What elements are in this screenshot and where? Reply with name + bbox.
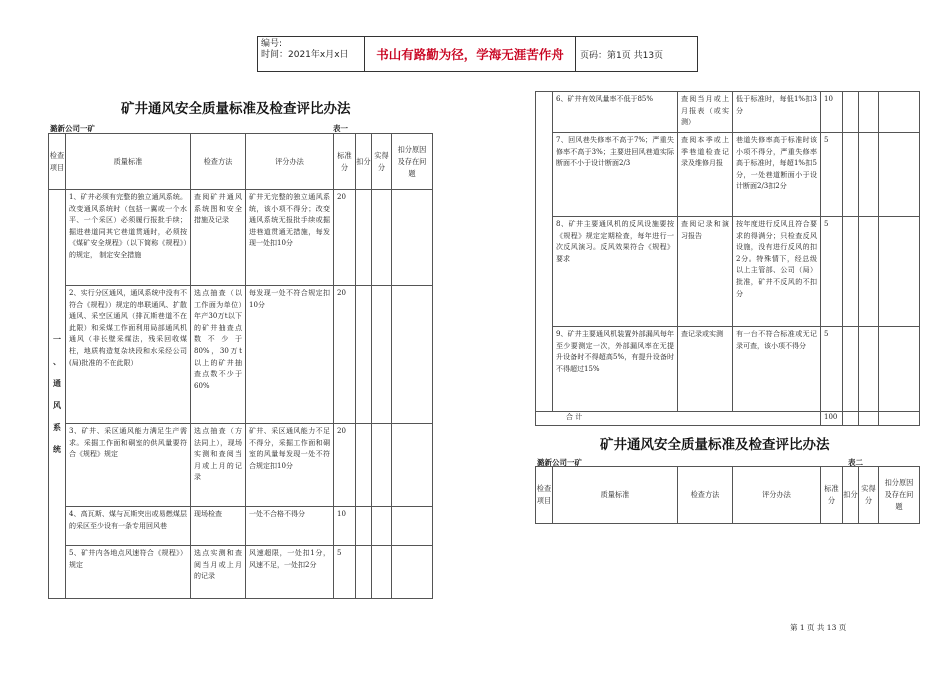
col-scoring-method: 评分办法 xyxy=(733,467,821,524)
row-actual xyxy=(859,133,879,217)
row-actual xyxy=(372,546,392,599)
row-score: 20 xyxy=(334,190,356,286)
row-reason xyxy=(879,133,920,217)
row-scoring: 一处不合格不得分 xyxy=(246,507,334,546)
row-deduction xyxy=(356,424,372,507)
col-standard-score: 标准分 xyxy=(334,134,356,190)
row-deduction xyxy=(843,133,859,217)
row-reason xyxy=(879,217,920,327)
row-method: 选点抽查（以工作面为单位）年产30万t以下的矿井抽查点数不少于80%，30万t以上的矿井抽查点数不少于60% xyxy=(191,286,246,424)
right-table-header xyxy=(536,467,920,524)
row-reason xyxy=(392,286,433,424)
right-table-no: 表二 xyxy=(848,458,863,467)
category-ventilation-system: 一 、 通 风 系 统 xyxy=(49,190,66,599)
row-score: 5 xyxy=(821,327,843,412)
col-deduction: 扣分 xyxy=(843,467,859,524)
row-scoring: 有一台不符合标准或无记录可查，该小项不得分 xyxy=(733,327,821,412)
row-method: 查阅本季或上季巷道检查记录及维修月报 xyxy=(678,133,733,217)
table-row xyxy=(49,190,433,286)
table-row xyxy=(536,217,920,327)
table-row xyxy=(536,133,920,217)
row-method: 查阅记录和演习报告 xyxy=(678,217,733,327)
page-footer: 第 1 页 共 13 页 xyxy=(790,623,847,632)
table-row xyxy=(49,546,433,599)
right-company: 潞新公司一矿 xyxy=(537,458,582,467)
table-row xyxy=(536,327,920,412)
col-actual-score: 实得分 xyxy=(859,467,879,524)
row-method: 查阅矿井通风系统图和安全措施及记录 xyxy=(191,190,246,286)
col-deduction: 扣分 xyxy=(356,134,372,190)
row-deduction xyxy=(843,217,859,327)
row-standard: 3、矿井、采区通风能力满足生产需求。采掘工作面和硐室的供风量要符合《规程》规定 xyxy=(66,424,191,507)
row-method: 现场检查 xyxy=(191,507,246,546)
total-row xyxy=(536,412,920,426)
row-deduction xyxy=(356,507,372,546)
row-standard: 1、矿井必须有完整的独立通风系统。改变通风系统时（包括一翼或一个水平、一个采区）必须履行报批手续；掘进巷道同其它巷道贯通时，必须按《煤矿安全规程》（以下简称《规程》）的规定， 制定安全措施 xyxy=(66,190,191,286)
left-company: 潞新公司一矿 xyxy=(50,124,95,133)
row-scoring: 每发现一处不符合规定扣10分 xyxy=(246,286,334,424)
row-deduction xyxy=(356,286,372,424)
header-meta xyxy=(258,37,365,71)
row-standard: 5、矿井内各地点风速符合《规程》）规定 xyxy=(66,546,191,599)
col-inspection-item: 检查项目 xyxy=(49,134,66,190)
col-scoring-method: 评分办法 xyxy=(246,134,334,190)
row-method: 选点抽查（方法同上），现场实测和查阅当月或上月的记录 xyxy=(191,424,246,507)
row-reason xyxy=(879,327,920,412)
row-scoring: 风速超限，一处扣1分，风速不足，一处扣2分 xyxy=(246,546,334,599)
row-standard: 7、回风巷失修率不高于7%；严重失修率不高于3%；主要进回风巷道实际断面不小于设计断面2/3 xyxy=(553,133,678,217)
row-standard: 2、实行分区通风，通风系统中没有不符合《规程》）规定的串联通风、扩散通风、采空区通风（排瓦斯巷道不在此限）和采煤工作面利用局部通风机通风（非长壁采煤法，残采回收煤柱，地质构造复杂块段和水采经公司(局)批准的不在此限） xyxy=(66,286,191,424)
row-score: 5 xyxy=(821,133,843,217)
table-row xyxy=(536,92,920,133)
row-actual xyxy=(859,92,879,133)
total-deduction xyxy=(843,412,859,426)
page-header xyxy=(257,36,698,72)
row-actual xyxy=(372,424,392,507)
row-reason xyxy=(879,92,920,133)
total-actual xyxy=(859,412,879,426)
right-table-two xyxy=(535,466,920,524)
header-page-info: 页码：第1页 共13页 xyxy=(580,50,664,61)
col-inspection-method: 检查方法 xyxy=(678,467,733,524)
col-deduction-reason: 扣分原因及存在问题 xyxy=(879,467,920,524)
row-scoring: 巷道失修率高于标准时该小项不得分，严重失修率高于标准时，每超1%扣5分，一处巷道断面小于设计断面2/3扣2分 xyxy=(733,133,821,217)
category-cell-empty xyxy=(536,92,553,412)
row-reason xyxy=(392,190,433,286)
row-score: 5 xyxy=(821,217,843,327)
row-scoring: 低于标准时，每低1%扣3分 xyxy=(733,92,821,133)
row-method: 查记录或实测 xyxy=(678,327,733,412)
total-score: 100 xyxy=(821,412,843,426)
row-deduction xyxy=(843,327,859,412)
total-label: 合 计 xyxy=(536,412,821,426)
row-actual xyxy=(372,286,392,424)
row-method: 查阅当月或上月报表（或实测） xyxy=(678,92,733,133)
table-row xyxy=(49,507,433,546)
row-method: 选点实测和查阅当月或上月的记录 xyxy=(191,546,246,599)
row-reason xyxy=(392,546,433,599)
col-standard-score: 标准分 xyxy=(821,467,843,524)
row-standard: 9、矿井主要通风机装置外部漏风每年至少要测定一次，外部漏风率在无提升设备时不得超高5%，有提升设备时不得超过15% xyxy=(553,327,678,412)
col-quality-standard: 质量标准 xyxy=(553,467,678,524)
total-reason xyxy=(879,412,920,426)
right-title: 矿井通风安全质量标准及检查评比办法 xyxy=(600,437,830,453)
right-continuation-table xyxy=(535,91,920,426)
col-deduction-reason: 扣分原因及存在问题 xyxy=(392,134,433,190)
col-inspection-item: 检查项目 xyxy=(536,467,553,524)
row-scoring: 按年度进行反风且符合要求的得满分；只检查反风设施，没有进行反风的扣2分。特殊情下，经总级以上主管部、公司（局）批准，矿井不反风的不扣分 xyxy=(733,217,821,327)
left-table-header xyxy=(49,134,433,190)
table-row xyxy=(49,286,433,424)
left-title: 矿井通风安全质量标准及检查评比办法 xyxy=(121,101,351,117)
row-scoring: 矿井无完整的独立通风系统，该小项不得分；改变通风系统无报批手续或掘进巷道贯通无措施，每发现一处扣10分 xyxy=(246,190,334,286)
row-reason xyxy=(392,507,433,546)
row-deduction xyxy=(843,92,859,133)
row-score: 10 xyxy=(821,92,843,133)
row-actual xyxy=(859,217,879,327)
col-inspection-method: 检查方法 xyxy=(191,134,246,190)
left-table-no: 表一 xyxy=(333,124,348,133)
row-actual xyxy=(372,507,392,546)
col-quality-standard: 质量标准 xyxy=(66,134,191,190)
row-deduction xyxy=(356,546,372,599)
row-score: 20 xyxy=(334,424,356,507)
table-row xyxy=(49,424,433,507)
left-table xyxy=(48,133,433,599)
row-standard: 8、矿井主要通风机的反风设施要按《规程》规定定期检查，每年进行一次反风演习。反风效果符合《规程》要求 xyxy=(553,217,678,327)
number-label: 编号: xyxy=(261,39,283,49)
row-reason xyxy=(392,424,433,507)
row-scoring: 矿井、采区通风能力不足不得分，采掘工作面和硐室的风量每发现一处不符合规定扣10分 xyxy=(246,424,334,507)
row-actual xyxy=(859,327,879,412)
header-slogan: 书山有路勤为径，学海无涯苦作舟 xyxy=(365,37,576,71)
col-actual-score: 实得分 xyxy=(372,134,392,190)
row-actual xyxy=(372,190,392,286)
row-score: 20 xyxy=(334,286,356,424)
time-label: 时间：2021年x月x日 xyxy=(261,50,349,60)
row-deduction xyxy=(356,190,372,286)
row-standard: 6、矿井有效风量率不低于85% xyxy=(553,92,678,133)
row-score: 5 xyxy=(334,546,356,599)
row-standard: 4、高瓦斯、煤与瓦斯突出或易燃煤层的采区至少设有一条专用回风巷 xyxy=(66,507,191,546)
row-score: 10 xyxy=(334,507,356,546)
